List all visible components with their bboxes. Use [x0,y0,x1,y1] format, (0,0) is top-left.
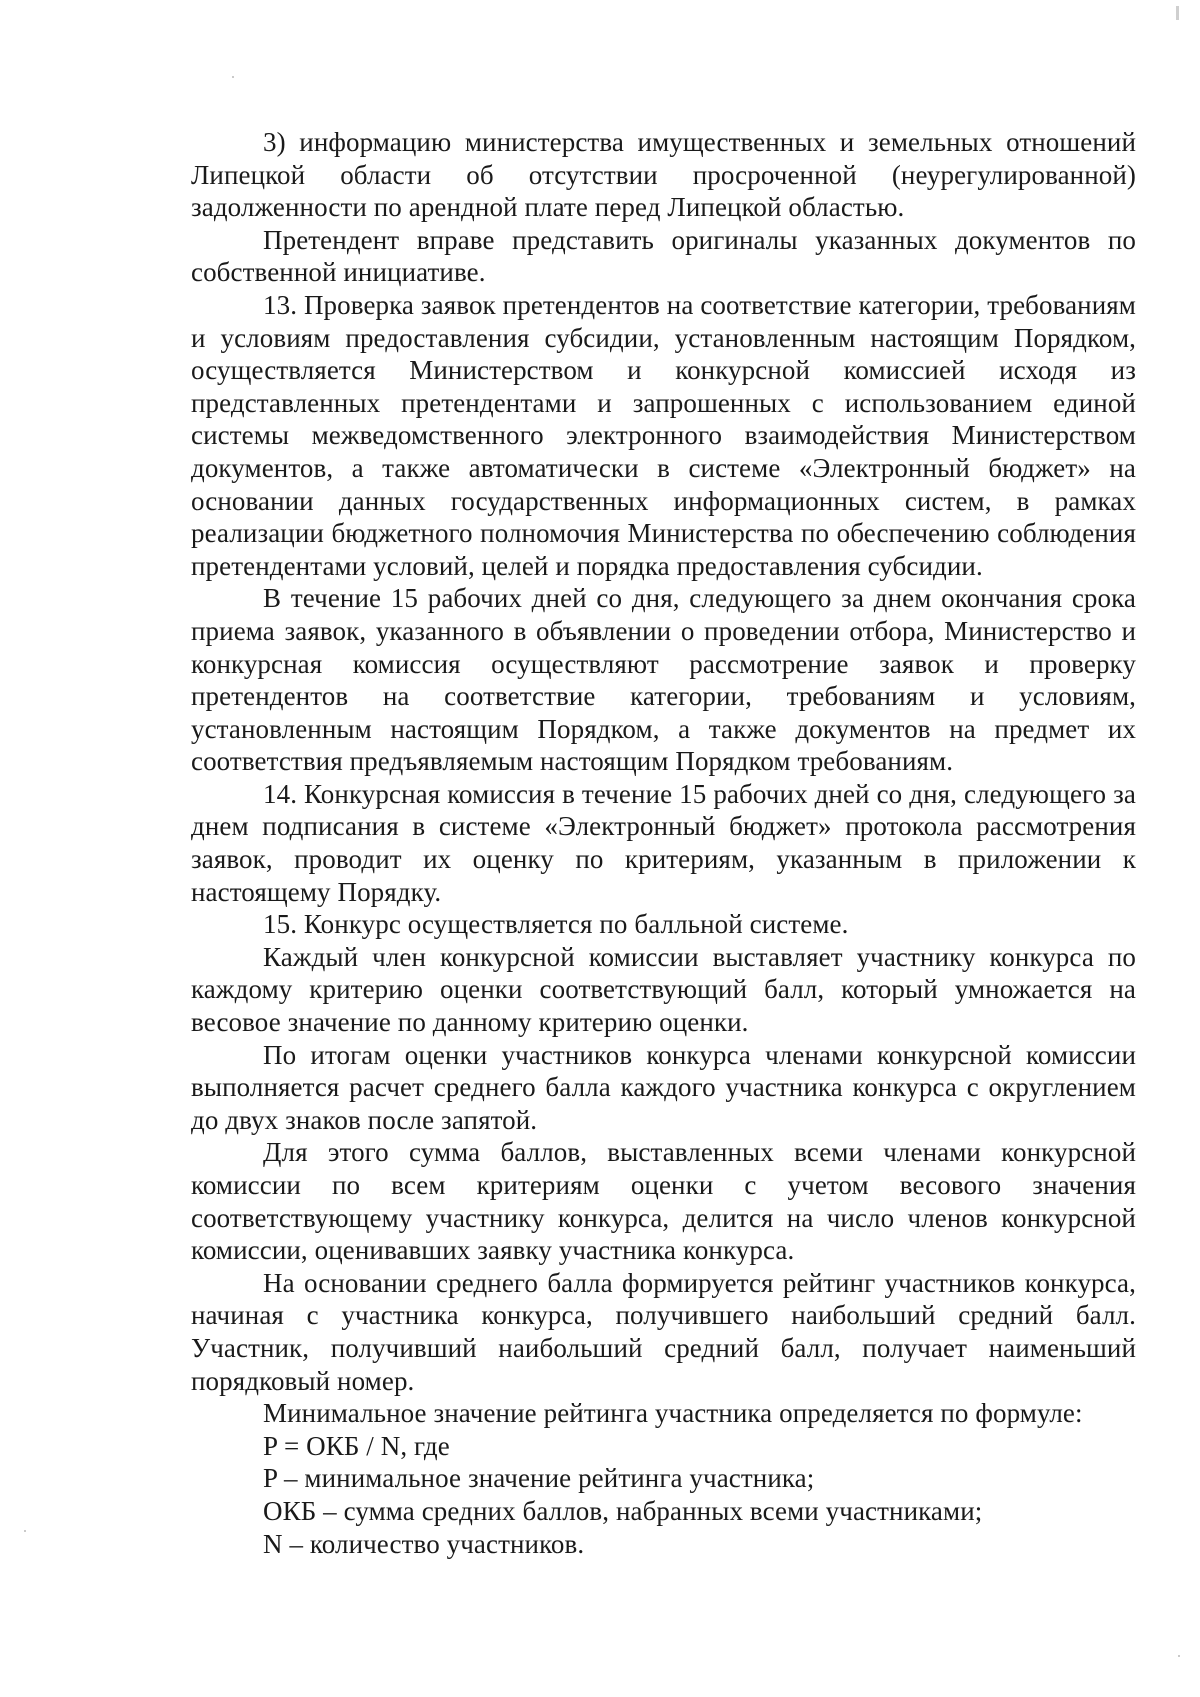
scan-speck [1178,1655,1180,1657]
scan-speck [232,76,234,78]
scan-edge-mark [1176,6,1179,20]
paragraph-originals: Претендент вправе представить оригиналы указанных документов по собственной инициативе. [191,224,1136,288]
formula-definition-n: N – количество участников. [263,1528,585,1559]
paragraph-average-score: По итогам оценки участников конкурса членами конкурсной комиссии выполняется расчет среднего балла каждого участника конкурса с округлением до двух знаков после запятой. [191,1039,1136,1135]
formula: P = ОКБ / N, где [263,1430,450,1461]
formula-definition-okb: ОКБ – сумма средних баллов, набранных всеми участниками; [263,1495,983,1526]
paragraph-15-days-review: В течение 15 рабочих дней со дня, следующего за днем окончания срока приема заявок, указанного в объявлении о проведении отбора, Министерство и конкурсная комиссия осуществляют рассмотрение заявок и проверку претендентов на соответствие категории, требованиям и условиям, установленным настоящим Порядком, а также документов на предмет их соответствия предъявляемым настоящим Порядком требованиям. [191,583,1136,777]
paragraph-formula-intro: Минимальное значение рейтинга участника определяется по формуле: [263,1398,1083,1429]
paragraph-sum-of-scores: Для этого сумма баллов, выставленных всеми членами конкурсной комиссии по всем критериям оценки с учетом весового значения соответствующему участнику конкурса, делится на число членов конкурсной комиссии, оценивавших заявку участника конкурса. [191,1137,1136,1266]
paragraph-13: 13. Проверка заявок претендентов на соответствие категории, требованиям и условиям предоставления субсидии, установленным настоящим Порядком, осуществляется Министерством и конкурсной комиссией исходя из представленных претендентами и запрошенных с использованием единой системы межведомственного электронного взаимодействия Министерством документов, а также автоматически в системе «Электронный бюджет» на основании данных государственных информационных систем, в рамках реализации бюджетного полномочия Министерства по обеспечению соблюдения претендентами условий, целей и порядка предоставления субсидии. [191,289,1136,581]
paragraph-rating: На основании среднего балла формируется рейтинг участников конкурса, начиная с участника конкурса, получившего наибольший средний балл. Участник, получивший наибольший средний балл, получает наименьший порядковый номер. [191,1267,1136,1396]
paragraph-item-3: 3) информацию министерства имущественных и земельных отношений Липецкой области об отсутствии просроченной (неурегулированной) задолженности по арендной плате перед Липецкой областью. [191,127,1136,223]
paragraph-member-scores: Каждый член конкурсной комиссии выставляет участнику конкурса по каждому критерию оценки соответствующий балл, который умножается на весовое значение по данному критерию оценки. [191,941,1136,1038]
formula-definition-p: P – минимальное значение рейтинга участника; [263,1463,815,1494]
paragraph-14: 14. Конкурсная комиссия в течение 15 рабочих дней со дня, следующего за днем подписания в системе «Электронный бюджет» протокола рассмотрения заявок, проводит их оценку по критериям, указанным в приложении к настоящему Порядку. [191,778,1136,907]
document-body [191,126,1136,1560]
paragraph-15: 15. Конкурс осуществляется по балльной системе. [263,909,849,940]
scan-speck [24,1530,26,1532]
